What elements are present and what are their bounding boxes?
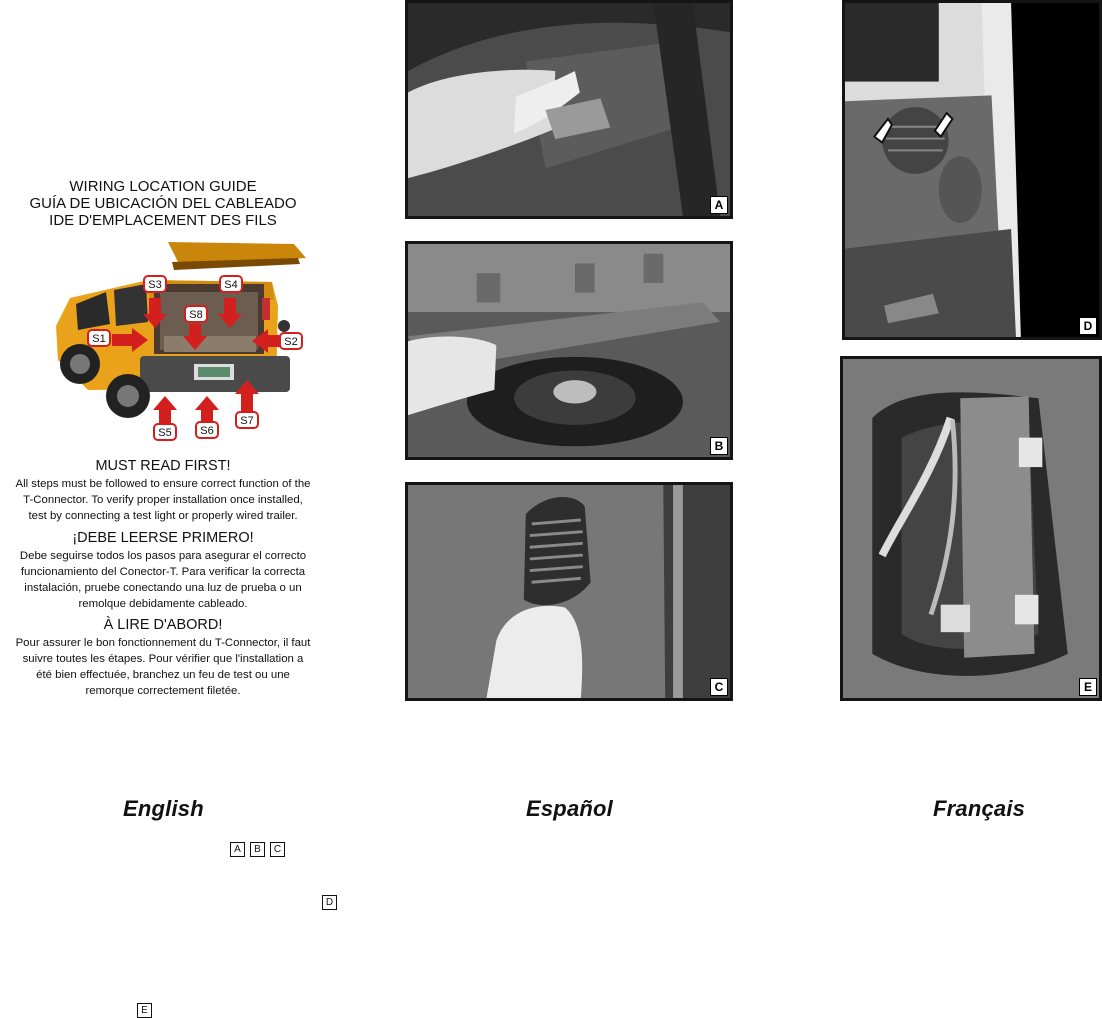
photo-a — [405, 0, 733, 219]
lang-francais: Français — [933, 796, 1026, 821]
debe-leerse-heading: ¡DEBE LEERSE PRIMERO! — [72, 530, 254, 546]
must-read-line: All steps must be followed to ensure correct function of the — [15, 478, 311, 490]
a-lire-line: remorque correctement filetée. — [85, 685, 241, 697]
lang-espanol: Español — [526, 796, 613, 821]
photo-a-image — [408, 3, 730, 216]
must-read-heading: MUST READ FIRST! — [95, 458, 231, 474]
title-line-fr: IDE D'EMPLACEMENT DES FILS — [49, 212, 277, 229]
ref-box-c: C — [270, 842, 285, 857]
photo-d — [842, 0, 1102, 340]
photo-b-image — [408, 244, 730, 457]
a-lire-line: été bien effectuée, branchez un feu de test ou une — [36, 669, 290, 681]
debe-leerse-line: Debe seguirse todos los pasos para asegurar el correcto — [19, 550, 307, 562]
callout-s6 — [196, 422, 218, 438]
svg-text:S7: S7 — [240, 415, 254, 427]
suv-illustration — [48, 240, 310, 446]
debe-leerse-line: instalación, pruebe conectando una luz de prueba o un — [24, 582, 302, 594]
photo-d-label: D — [1079, 317, 1097, 335]
callout-s8 — [185, 306, 207, 322]
title-line-es: GUÍA DE UBICACIÓN DEL CABLEADO — [29, 195, 297, 212]
a-lire-line: Pour assurer le bon fonctionnement du T-Connector, il faut — [15, 637, 311, 649]
photo-e-label: E — [1079, 678, 1097, 696]
svg-text:S2: S2 — [284, 336, 298, 348]
debe-leerse-line: remolque debidamente cableado. — [78, 598, 248, 610]
svg-text:S5: S5 — [158, 427, 172, 439]
photo-c-image — [408, 485, 730, 698]
a-lire-heading: À LIRE D'ABORD! — [103, 617, 223, 633]
callout-s4 — [220, 276, 242, 292]
svg-text:S3: S3 — [148, 279, 162, 291]
must-read-line: T-Connector. To verify proper installation once installed, — [23, 494, 303, 506]
svg-text:S8: S8 — [189, 309, 203, 321]
svg-text:S1: S1 — [92, 333, 106, 345]
debe-leerse-line: funcionamiento del Conector-T. Para verificar la correcta — [20, 566, 306, 578]
photo-e — [840, 356, 1102, 701]
photo-c — [405, 482, 733, 701]
must-read-line: test by connecting a test light or properly wired trailer. — [28, 510, 298, 522]
ref-box-e: E — [137, 1003, 152, 1018]
photo-b — [405, 241, 733, 460]
photo-d-image — [845, 3, 1099, 337]
photo-c-label: C — [710, 678, 728, 696]
callout-s2 — [280, 333, 302, 349]
lang-english: English — [123, 796, 204, 821]
debe-leerse-body — [0, 548, 326, 612]
callout-s3 — [144, 276, 166, 292]
title-line-en: WIRING LOCATION GUIDE — [69, 178, 257, 195]
callout-s1 — [88, 330, 110, 346]
svg-text:S6: S6 — [200, 425, 214, 437]
vehicle-wiring-diagram — [48, 240, 310, 446]
callout-s5 — [154, 424, 176, 440]
wiring-guide-title — [0, 178, 326, 229]
photo-e-image — [843, 359, 1099, 698]
photo-a-label: A — [710, 196, 728, 214]
a-lire-body — [0, 635, 326, 699]
callout-s7 — [236, 412, 258, 428]
ref-box-d: D — [322, 895, 337, 910]
must-read-body — [0, 476, 326, 524]
svg-text:S4: S4 — [224, 279, 238, 291]
ref-box-a: A — [230, 842, 245, 857]
a-lire-line: suivre toutes les étapes. Pour vérifier que l'installation a — [22, 653, 304, 665]
photo-b-label: B — [710, 437, 728, 455]
ref-box-b: B — [250, 842, 265, 857]
